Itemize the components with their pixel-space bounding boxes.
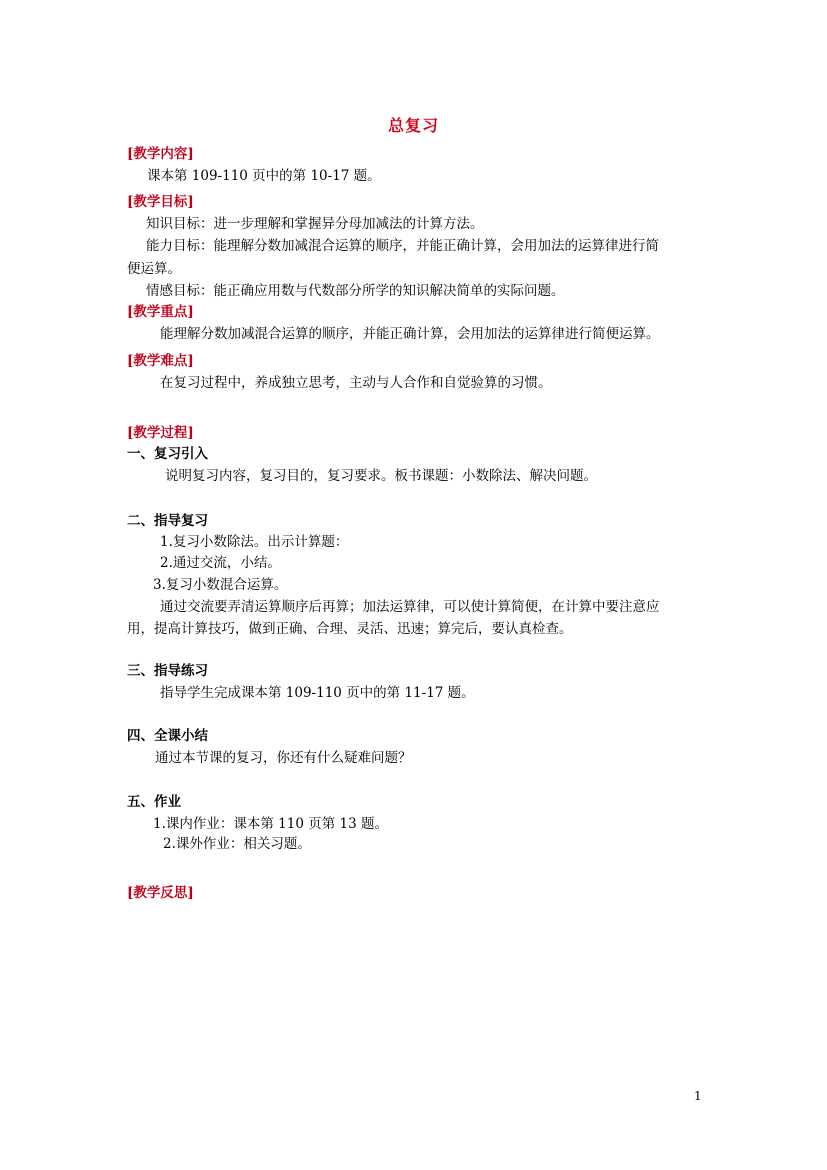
content-heading: [教学内容] [127,146,194,162]
section-4-text: 通过本节课的复习，你还有什么疑难问题？ [155,750,412,766]
section-2-item-2: 2.通过交流，小结。 [160,555,281,571]
section-1-text: 说明复习内容，复习目的，复习要求。板书课题：小数除法、解决问题。 [165,468,597,484]
section-2-item-1: 1.复习小数除法。出示计算题： [160,534,349,550]
section-1-heading: 一、复习引入 [127,446,208,462]
goals-heading: [教学目标] [127,194,194,210]
section-5-item-2: 2.课外作业：相关习题。 [163,836,311,852]
section-3-text: 指导学生完成课本第 109-110 页中的第 11-17 题。 [160,685,475,701]
goal-ability: 能力目标：能理解分数加减混合运算的顺序，并能正确计算，会用加法的运算律进行简 [146,238,659,254]
section-2-paragraph-cont: 用，提高计算技巧，做到正确、合理、灵活、迅速；算完后，要认真检查。 [127,621,573,637]
section-2-heading: 二、指导复习 [127,513,208,529]
section-5-item-1: 1.课内作业：课本第 110 页第 13 题。 [153,816,388,832]
section-5-heading: 五、作业 [127,794,181,810]
difficulty-text: 在复习过程中，养成独立思考，主动与人合作和自觉验算的习惯。 [160,375,552,391]
process-heading: [教学过程] [127,425,194,441]
section-3-heading: 三、指导练习 [127,663,208,679]
goal-emotion: 情感目标：能正确应用数与代数部分所学的知识解决简单的实际问题。 [146,283,565,299]
goal-ability-cont: 便运算。 [127,261,181,277]
content-text: 课本第 109-110 页中的第 10-17 题。 [147,168,381,184]
difficulty-heading: [教学难点] [127,353,194,369]
page-number: 1 [694,1089,702,1103]
section-4-heading: 四、全课小结 [127,728,208,744]
section-2-item-3: 3.复习小数混合运算。 [153,577,288,593]
key-text: 能理解分数加减混合运算的顺序，并能正确计算，会用加法的运算律进行简便运算。 [160,326,660,342]
reflection-heading: [教学反思] [127,885,194,901]
goal-knowledge: 知识目标：进一步理解和掌握异分母加减法的计算方法。 [146,216,484,232]
page-title: 总复习 [387,116,439,135]
section-2-paragraph: 通过交流要弄清运算顺序后再算；加法运算律，可以使计算简便，在计算中要注意应 [160,599,660,615]
key-heading: [教学重点] [127,304,194,320]
